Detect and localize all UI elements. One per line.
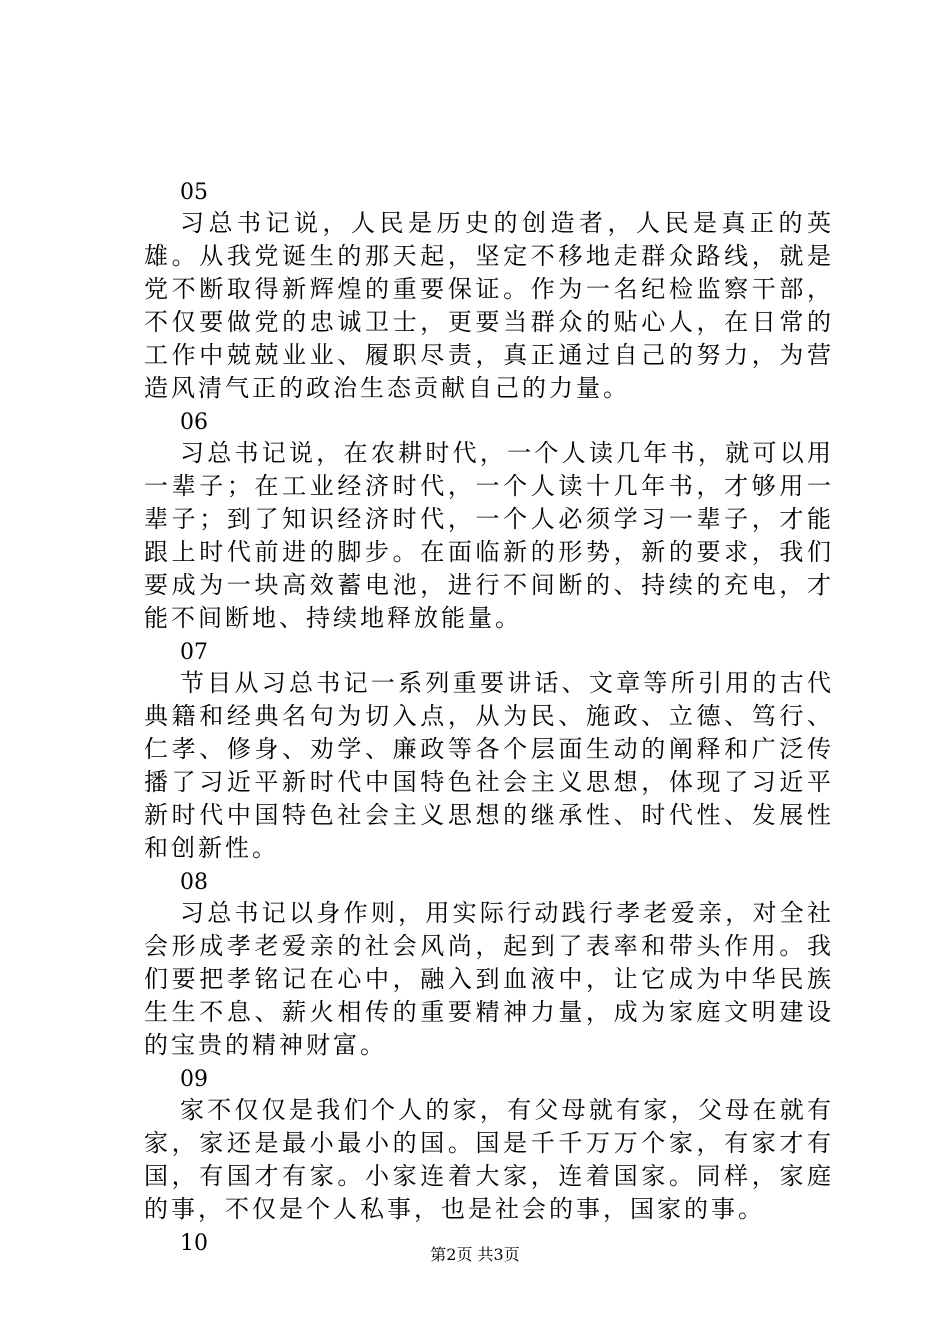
section-06 <box>144 408 834 635</box>
section-paragraph: 习总书记说，在农耕时代，一个人读几年书，就可以用一辈子；在工业经济时代，一个人读十几年书，才够用一辈子；到了知识经济时代，一个人必须学习一辈子，才能跟上时代前进的脚步。在面临新的形势，新的要求，我们要成为一块高效蓄电池，进行不间断的、持续的充电，才能不间断地、持续地释放能量。 <box>144 439 834 632</box>
section-paragraph: 习总书记说，人民是历史的创造者，人民是真正的英雄。从我党诞生的那天起，坚定不移地走群众路线，就是党不断取得新辉煌的重要保证。作为一名纪检监察干部，不仅要做党的忠诚卫士，更要当群众的贴心人，在日常的工作中兢兢业业、履职尽责，真正通过自己的努力，为营造风清气正的政治生态贡献自己的力量。 <box>144 209 834 402</box>
document-body <box>144 178 834 1258</box>
section-paragraph: 家不仅仅是我们个人的家，有父母就有家，父母在就有家，家还是最小最小的国。国是千千万万个家，有家才有国，有国才有家。小家连着大家，连着国家。同样，家庭的事，不仅是个人私事，也是社会的事，国家的事。 <box>144 1096 834 1223</box>
page-footer: 第2页 共3页 <box>430 1245 520 1264</box>
section-number: 08 <box>180 870 208 895</box>
section-paragraph: 节目从习总书记一系列重要讲话、文章等所引用的古代典籍和经典名句为切入点，从为民、施政、立德、笃行、仁孝、修身、劝学、廉政等各个层面生动的阐释和广泛传播了习近平新时代中国特色社会主义思想，体现了习近平新时代中国特色社会主义思想的继承性、时代性、发展性和创新性。 <box>144 669 834 862</box>
section-number: 09 <box>180 1067 208 1092</box>
section-05 <box>144 178 834 405</box>
section-08 <box>144 868 834 1062</box>
section-number: 05 <box>180 180 208 205</box>
section-09 <box>144 1065 834 1226</box>
section-07 <box>144 638 834 865</box>
section-number: 07 <box>180 640 208 665</box>
section-number: 10 <box>180 1231 208 1256</box>
section-number: 06 <box>180 410 208 435</box>
section-paragraph: 习总书记以身作则，用实际行动践行孝老爱亲，对全社会形成孝老爱亲的社会风尚，起到了表率和带头作用。我们要把孝铭记在心中，融入到血液中，让它成为中华民族生生不息、薪火相传的重要精神力量，成为家庭文明建设的宝贵的精神财富。 <box>144 899 834 1059</box>
